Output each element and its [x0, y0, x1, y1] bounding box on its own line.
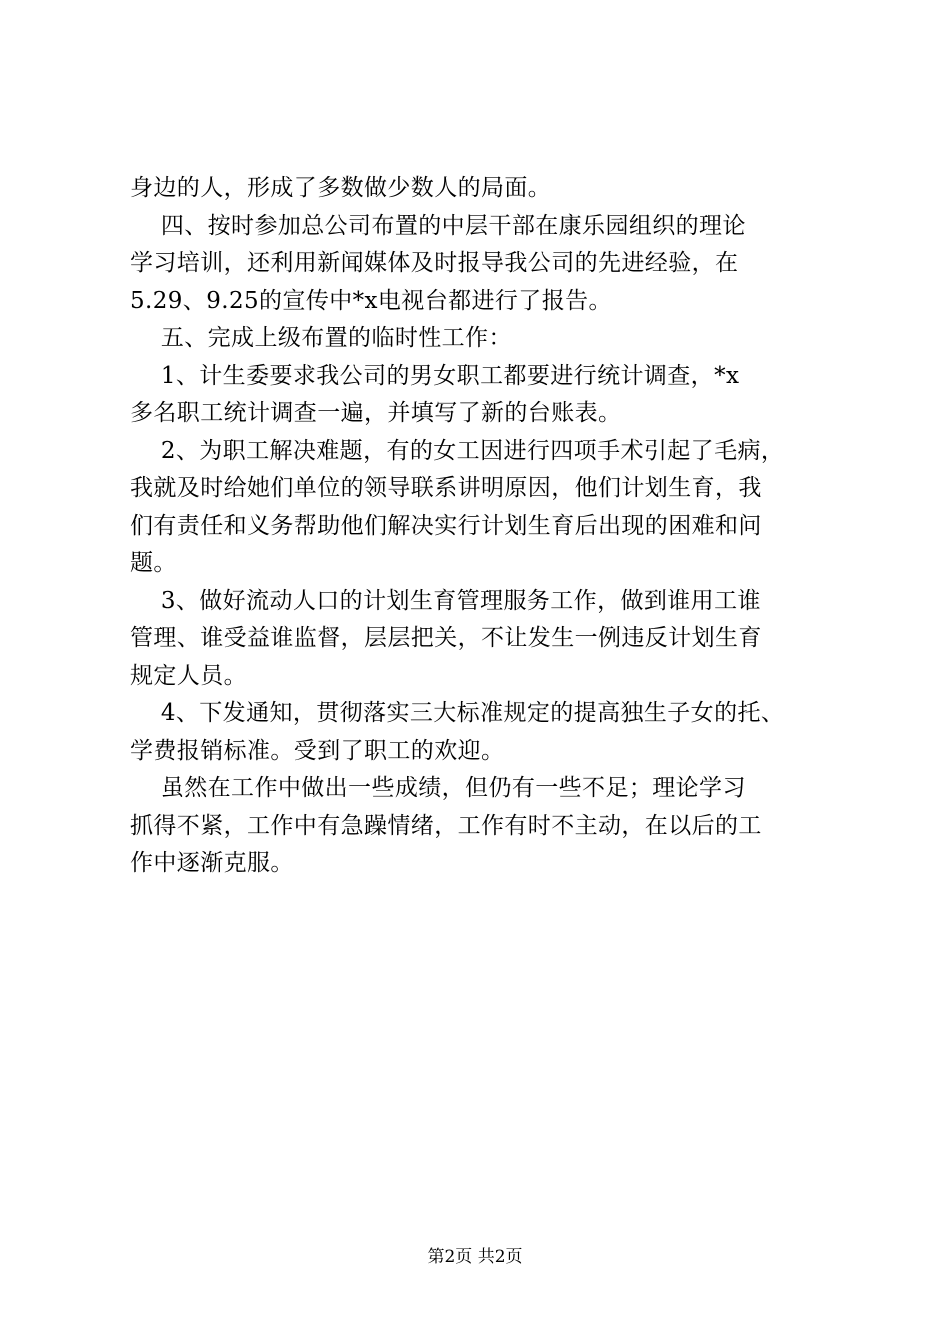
text-line: 虽然在工作中做出一些成绩，但仍有一些不足；理论学习: [130, 775, 746, 801]
text-line: 四、按时参加总公司布置的中层干部在康乐园组织的理论: [130, 212, 746, 239]
text-line: 4、下发通知，贯彻落实三大标准规定的提高独生子女的托、: [130, 700, 785, 726]
text-line: 身边的人，形成了多数做少数人的局面。: [130, 175, 552, 201]
text-line: 多名职工统计调查一遍，并填写了新的台账表。: [130, 400, 622, 426]
text-line: 3、做好流动人口的计划生育管理服务工作，做到谁用工谁: [130, 587, 761, 614]
text-line: 5.29、9.25的宣传中*x电视台都进行了报告。: [130, 287, 612, 314]
text-line: 们有责任和义务帮助他们解决实行计划生育后出现的困难和问: [130, 512, 762, 539]
body-text: [130, 170, 830, 883]
text-line: 规定人员。: [130, 662, 247, 689]
page-number-footer: 第2页 共2页: [427, 1247, 523, 1267]
text-line: 2、为职工解决难题，有的女工因进行四项手术引起了毛病，: [130, 437, 785, 464]
text-line: 管理、谁受益谁监督，层层把关，不让发生一例违反计划生育: [130, 625, 762, 651]
text-line: 学习培训，还利用新闻媒体及时报导我公司的先进经验，在: [130, 250, 739, 276]
text-line: 抓得不紧，工作中有急躁情绪，工作有时不主动，在以后的工: [130, 812, 762, 839]
text-line: 学费报销标准。受到了职工的欢迎。: [130, 737, 505, 764]
text-line: 作中逐渐克服。: [130, 850, 294, 876]
text-line: 1、计生委要求我公司的男女职工都要进行统计调查，*x: [130, 362, 740, 389]
text-line: 题。: [130, 550, 177, 576]
text-line: 五、完成上级布置的临时性工作：: [130, 325, 512, 351]
text-line: 我就及时给她们单位的领导联系讲明原因，他们计划生育，我: [130, 475, 762, 501]
